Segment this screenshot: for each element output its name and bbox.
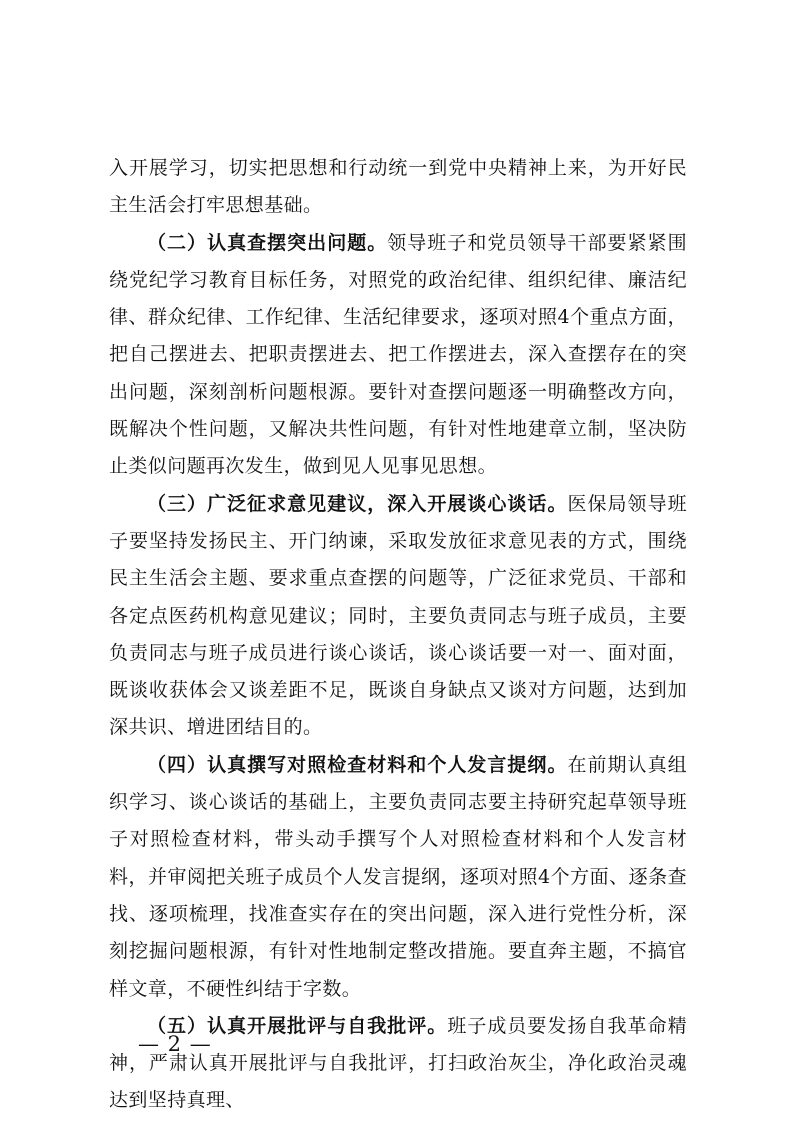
document-body [109,150,687,1120]
paragraph-section-3 [109,486,687,747]
paragraph-text: 在前期认真组织学习、谈心谈话的基础上，主要负责同志要主持研究起草领导班子对照检查材料，带头动手撰写个人对照检查材料和个人发言材料，并审阅把关班子成员个人发言提纲，逐项对照4个方面、逐条查找、逐项梳理，找准查实存在的突出问题，深入进行党性分析，深刻挖掘问题根源，有针对性地制定整改措施。要直奔主题，不搞官样文章，不硬性纠结于字数。 [109,753,687,1000]
paragraph-section-2 [109,225,687,486]
paragraph-text: 医保局领导班子要坚持发扬民主、开门纳谏，采取发放征求意见表的方式，围绕民主生活会主题、要求重点查摆的问题等，广泛征求党员、干部和各定点医药机构意见建议；同时，主要负责同志与班子成员，主要负责同志与班子成员进行谈心谈话，谈心谈话要一对一、面对面，既谈收获体会又谈差距不足，既谈自身缺点又谈对方问题，达到加深共识、增进团结目的。 [109,492,687,739]
paragraph-continuation [109,150,687,225]
paragraph-text: 领导班子和党员领导干部要紧紧围绕党纪学习教育目标任务，对照党的政治纪律、组织纪律、廉洁纪律、群众纪律、工作纪律、生活纪律要求，逐项对照4个重点方面，把自己摆进去、把职责摆进去、把工作摆进去，深入查摆存在的突出问题，深刻剖析问题根源。要针对查摆问题逐一明确整改方向，既解决个性问题，又解决共性问题，有针对性地建章立制，坚决防止类似问题再次发生，做到见人见事见思想。 [109,231,687,478]
paragraph-section-5 [109,1008,687,1120]
section-heading: （二）认真查摆突出问题。 [147,231,388,254]
paragraph-section-4 [109,747,687,1008]
section-heading: （四）认真撰写对照检查材料和个人发言提纲。 [147,753,568,776]
paragraph-text: 班子成员要发扬自我革命精神，严肃认真开展批评与自我批评，打扫政治灰尘，净化政治灵魂达到坚持真理、 [109,1014,687,1112]
section-heading: （三）广泛征求意见建议，深入开展谈心谈话。 [147,492,568,515]
paragraph-text: 入开展学习，切实把思想和行动统一到党中央精神上来，为开好民主生活会打牢思想基础。 [109,157,687,217]
page-number: — 2 — [138,1032,212,1056]
section-heading: （五）认真开展批评与自我批评。 [147,1014,448,1037]
